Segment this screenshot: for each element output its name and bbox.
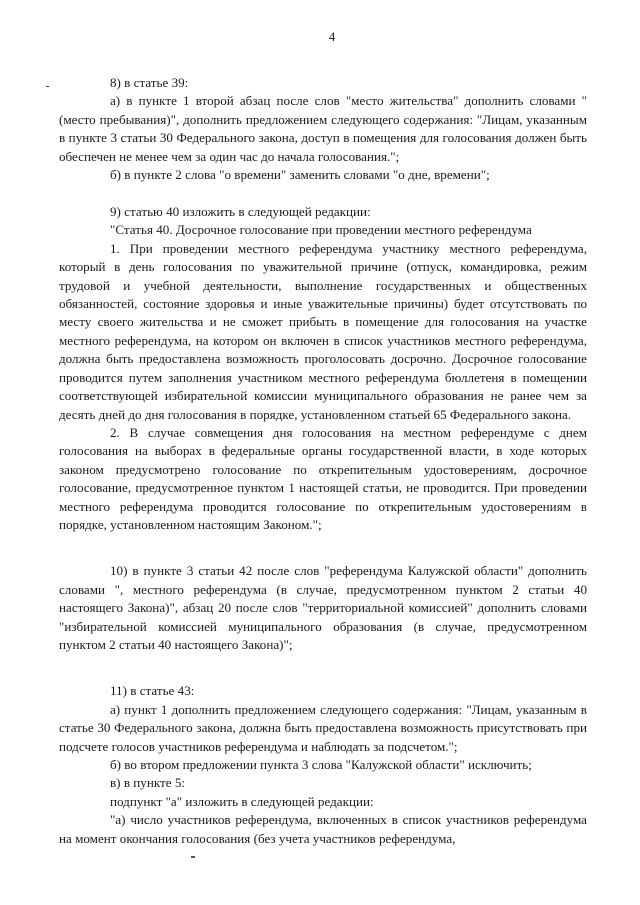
paragraph-article-40-point-2: 2. В случае совмещения дня голосования на местном референдуме с днем голосования на выборах в федеральные органы государственной власти, в ходе которых законом предусмотрено голосование по открепительным удостоверениям, досрочное голосование, предусмотренное пунктом 1 настоящей статьи, не проводится. При проведении местного референдума проводится голосование по открепительным удостоверениям в порядке, установленном настоящим Законом.";: [59, 424, 587, 532]
paragraph-article-40-title: "Статья 40. Досрочное голосование при проведении местного референдума: [110, 222, 532, 238]
paragraph-item-8a: а) в пункте 1 второй абзац после слов "место жительства" дополнить словами "(место пребывания)", дополнить предложением следующего содержания: "Лицам, указанным в пункте 3 статьи 30 Федерального закона, доступ в помещения для голосования должен быть обеспечен не менее чем за один час до начала голосования.";: [59, 93, 587, 164]
scan-speck: [46, 86, 49, 87]
paragraph-article-40-point-1: 1. При проведении местного референдума участнику местного референдума, который в день голосования по уважительной причине (отпуск, командировка, режим трудовой и учебной деятельности, выполнение государственных и общественных обязанностей, состояние здоровья и иные уважительные причины) будет отсутствовать по месту своего жительства и не сможет прибыть в помещение для голосования на участке местного референдума, на котором он включен в список участников местного референдума, должна быть предоставлена возможность проголосовать досрочно. Досрочное голосование проводится путем заполнения участником местного референдума бюллетеня в помещении соответствующей избирательной комиссии муниципального образования не ранее чем за десять дней до дня голосования в порядке, установленном статьей 65 Федерального закона.: [59, 240, 587, 422]
paragraph-item-8: 8) в статье 39:: [110, 75, 189, 90]
scan-speck: [191, 856, 195, 858]
paragraph-subpoint-a-text: "а) число участников референдума, включенных в список участников референдума на момент окончания голосования (без учета участников референдума,: [59, 812, 587, 846]
paragraph-item-10: 10) в пункте 3 статьи 42 после слов "референдума Калужской области" дополнить словами ", местного референдума (в случае, предусмотренном пунктом 2 статьи 40 настоящего Закона)", абзац 20 после слов "территориальной комиссией" дополнить словами "избирательной комиссией муниципального образования (в случае, предусмотренном пунктом 2 статьи 40 настоящего Закона)";: [59, 563, 587, 652]
paragraph-subpoint-a-intro: подпункт "а" изложить в следующей редакции:: [110, 793, 374, 809]
paragraph-item-8b: б) в пункте 2 слова "о времени" заменить словами "о дне, времени";: [110, 167, 490, 183]
paragraph-item-9: 9) статью 40 изложить в следующей редакции:: [110, 204, 371, 220]
paragraph-item-11v: в) в пункте 5:: [110, 775, 186, 791]
paragraph-item-11: 11) в статье 43:: [110, 683, 195, 699]
page-number: 4: [328, 29, 336, 44]
paragraph-item-11a: а) пункт 1 дополнить предложением следующего содержания: "Лицам, указанным в статье 30 Федерального закона, должна быть предоставлена возможность присутствовать при подсчете голосов участников референдума и наблюдать за подсчетом.";: [59, 701, 587, 754]
document-body: [59, 74, 587, 848]
paragraph-item-11b: б) во втором предложении пункта 3 слова "Калужской области" исключить;: [110, 757, 532, 772]
